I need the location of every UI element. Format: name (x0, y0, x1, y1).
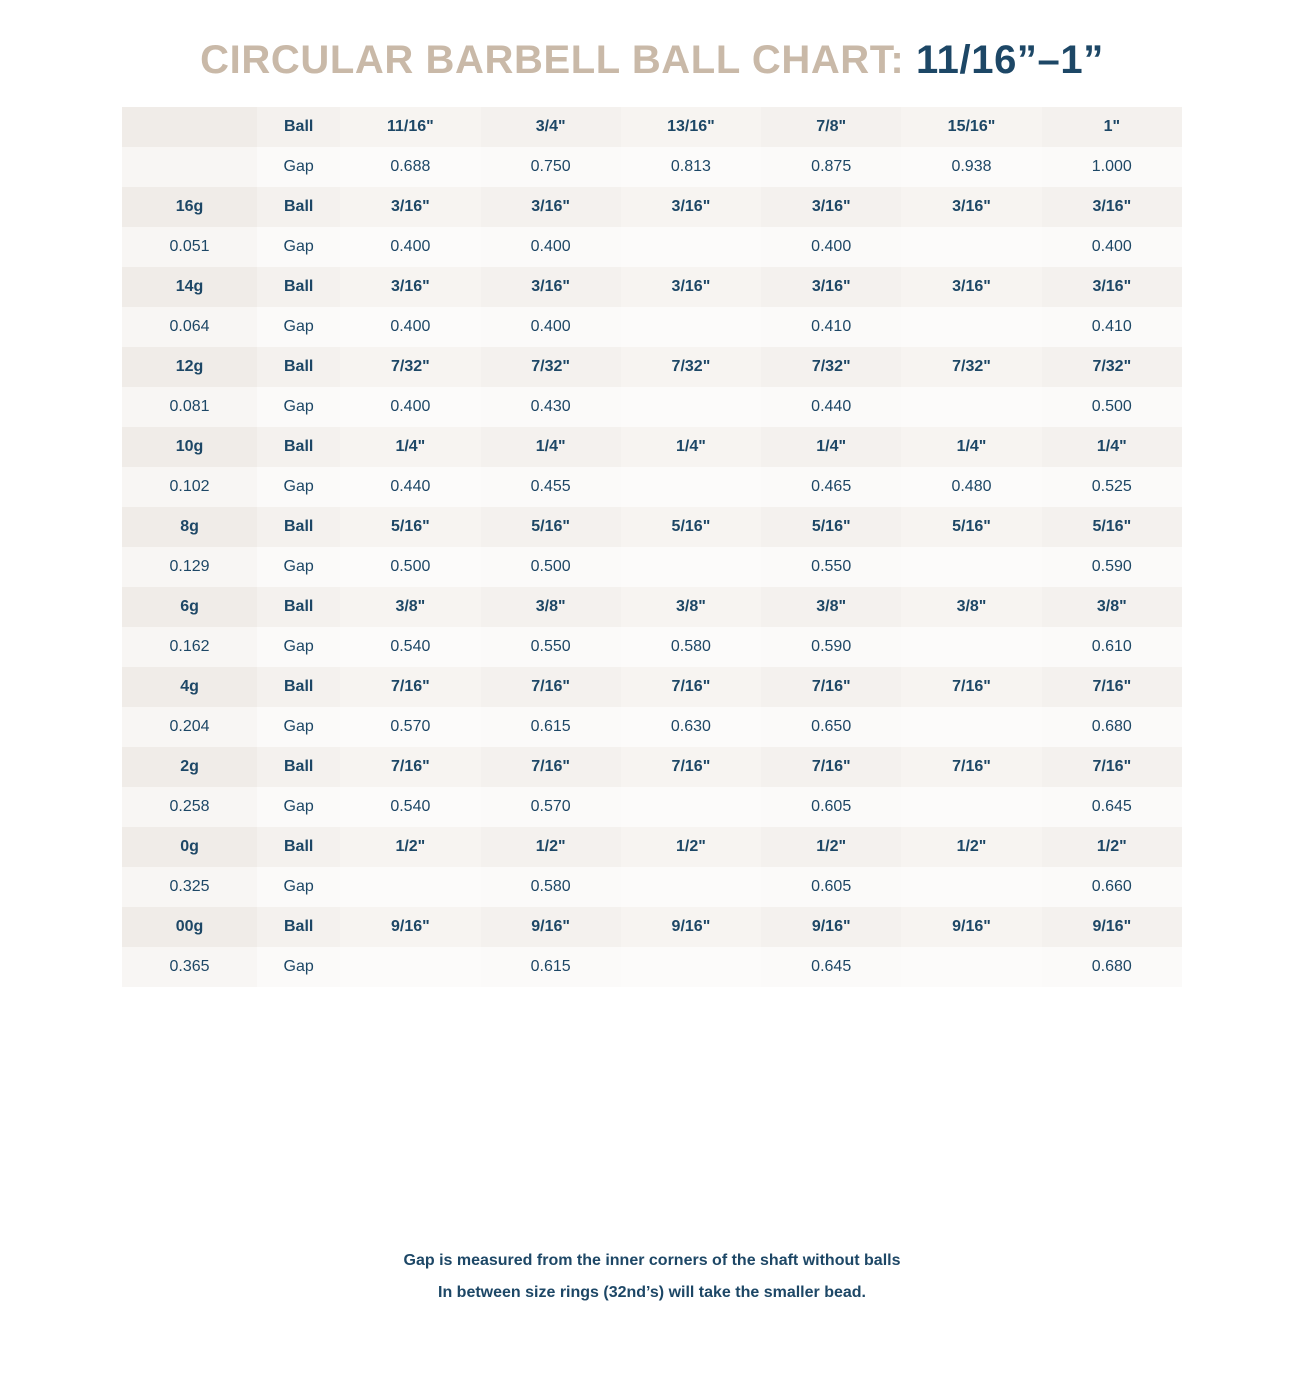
cell-value: 0.400 (761, 227, 901, 267)
cell-value: 1/4" (340, 427, 480, 467)
cell-value: 0.400 (340, 307, 480, 347)
cell-value: 0.580 (481, 867, 621, 907)
cell-value (621, 387, 761, 427)
cell-value: 7/16" (901, 747, 1041, 787)
cell-value: 0.500 (1042, 387, 1182, 427)
cell-value: 9/16" (481, 907, 621, 947)
cell-type: Ball (257, 427, 340, 467)
cell-value (901, 307, 1041, 347)
cell-value (901, 947, 1041, 987)
cell-gauge: 8g (122, 507, 257, 547)
cell-gauge: 0.129 (122, 547, 257, 587)
cell-value: 3/4" (481, 107, 621, 147)
cell-type: Ball (257, 907, 340, 947)
cell-value: 7/16" (340, 747, 480, 787)
cell-value (340, 947, 480, 987)
cell-gauge: 2g (122, 747, 257, 787)
cell-value: 1/2" (621, 827, 761, 867)
table-row (122, 747, 1182, 787)
cell-type: Gap (257, 627, 340, 667)
cell-value: 7/16" (621, 747, 761, 787)
cell-gauge: 0.102 (122, 467, 257, 507)
cell-value: 1/2" (1042, 827, 1182, 867)
cell-value: 3/16" (761, 187, 901, 227)
cell-value: 0.615 (481, 947, 621, 987)
cell-value: 9/16" (1042, 907, 1182, 947)
cell-value: 9/16" (340, 907, 480, 947)
cell-value: 0.615 (481, 707, 621, 747)
cell-value: 1/4" (481, 427, 621, 467)
cell-value: 5/16" (481, 507, 621, 547)
cell-value (901, 547, 1041, 587)
table-row (122, 227, 1182, 267)
cell-value: 0.400 (481, 307, 621, 347)
cell-type: Gap (257, 547, 340, 587)
cell-value: 0.605 (761, 867, 901, 907)
cell-value: 3/16" (481, 267, 621, 307)
cell-value: 7/16" (1042, 747, 1182, 787)
cell-value: 0.400 (340, 387, 480, 427)
cell-value: 11/16" (340, 107, 480, 147)
cell-value: 0.680 (1042, 947, 1182, 987)
cell-value (901, 627, 1041, 667)
cell-value: 7/32" (901, 347, 1041, 387)
table-row (122, 507, 1182, 547)
cell-value: 3/16" (901, 267, 1041, 307)
table-row (122, 347, 1182, 387)
cell-value (621, 867, 761, 907)
table-row (122, 787, 1182, 827)
cell-value: 0.605 (761, 787, 901, 827)
cell-value: 9/16" (761, 907, 901, 947)
cell-gauge: 0.162 (122, 627, 257, 667)
cell-gauge: 6g (122, 587, 257, 627)
cell-type: Ball (257, 827, 340, 867)
cell-value: 1" (1042, 107, 1182, 147)
cell-value (621, 947, 761, 987)
cell-value: 0.570 (340, 707, 480, 747)
cell-value: 7/32" (481, 347, 621, 387)
table-row (122, 467, 1182, 507)
cell-value: 7/16" (481, 667, 621, 707)
cell-value: 7/16" (481, 747, 621, 787)
table-row (122, 307, 1182, 347)
table-row (122, 187, 1182, 227)
cell-value: 1/4" (1042, 427, 1182, 467)
cell-value: 7/16" (761, 747, 901, 787)
cell-value: 7/32" (761, 347, 901, 387)
table-row (122, 827, 1182, 867)
cell-gauge: 00g (122, 907, 257, 947)
cell-value (621, 467, 761, 507)
page-title (0, 0, 1304, 83)
cell-type: Gap (257, 147, 340, 187)
cell-value: 7/16" (1042, 667, 1182, 707)
cell-gauge: 0.258 (122, 787, 257, 827)
cell-value: 7/16" (340, 667, 480, 707)
footnote-2: In between size rings (32nd’s) will take the smaller bead. (438, 1284, 866, 1301)
cell-value: 3/16" (1042, 187, 1182, 227)
cell-value (621, 227, 761, 267)
cell-value: 0.938 (901, 147, 1041, 187)
cell-value (901, 387, 1041, 427)
table-row (122, 267, 1182, 307)
table-row (122, 547, 1182, 587)
cell-value: 5/16" (1042, 507, 1182, 547)
cell-value: 5/16" (621, 507, 761, 547)
footnote-1: Gap is measured from the inner corners of the shaft without balls (403, 1252, 901, 1269)
cell-value: 0.570 (481, 787, 621, 827)
cell-value: 0.645 (761, 947, 901, 987)
cell-value: 3/16" (621, 187, 761, 227)
page-title-range: 11/16”–1” (916, 38, 1104, 82)
cell-value: 0.550 (481, 627, 621, 667)
cell-gauge: 4g (122, 667, 257, 707)
cell-type: Ball (257, 187, 340, 227)
cell-value: 0.660 (1042, 867, 1182, 907)
table-row (122, 427, 1182, 467)
table-row (122, 947, 1182, 987)
cell-value (901, 867, 1041, 907)
cell-value: 3/8" (761, 587, 901, 627)
cell-value: 0.610 (1042, 627, 1182, 667)
cell-value: 3/16" (481, 187, 621, 227)
cell-value: 0.410 (1042, 307, 1182, 347)
cell-value: 3/8" (901, 587, 1041, 627)
cell-value: 1/2" (340, 827, 480, 867)
cell-value: 0.875 (761, 147, 901, 187)
cell-type: Gap (257, 307, 340, 347)
cell-type: Gap (257, 387, 340, 427)
cell-gauge: 12g (122, 347, 257, 387)
cell-value: 13/16" (621, 107, 761, 147)
cell-value: 0.480 (901, 467, 1041, 507)
table-row (122, 387, 1182, 427)
cell-value: 0.590 (761, 627, 901, 667)
page-title-main: CIRCULAR BARBELL BALL CHART: (200, 38, 905, 82)
cell-value: 3/8" (481, 587, 621, 627)
table-row (122, 107, 1182, 147)
cell-value: 1/4" (621, 427, 761, 467)
cell-type: Ball (257, 267, 340, 307)
cell-value: 3/16" (761, 267, 901, 307)
cell-type: Gap (257, 707, 340, 747)
cell-value: 0.440 (761, 387, 901, 427)
cell-value: 0.540 (340, 787, 480, 827)
cell-value: 3/16" (340, 187, 480, 227)
cell-type: Gap (257, 227, 340, 267)
cell-value: 0.400 (1042, 227, 1182, 267)
cell-value: 3/16" (621, 267, 761, 307)
cell-value: 9/16" (901, 907, 1041, 947)
cell-gauge: 10g (122, 427, 257, 467)
cell-type: Ball (257, 587, 340, 627)
cell-value: 3/16" (340, 267, 480, 307)
cell-value: 0.500 (481, 547, 621, 587)
cell-value (340, 867, 480, 907)
cell-type: Ball (257, 667, 340, 707)
cell-gauge: 0.365 (122, 947, 257, 987)
table-row (122, 867, 1182, 907)
cell-type: Gap (257, 467, 340, 507)
cell-value: 0.400 (340, 227, 480, 267)
cell-value (621, 307, 761, 347)
cell-value (901, 227, 1041, 267)
cell-value: 1/2" (901, 827, 1041, 867)
cell-value (621, 787, 761, 827)
cell-value: 7/16" (901, 667, 1041, 707)
cell-value (901, 787, 1041, 827)
cell-gauge: 0.064 (122, 307, 257, 347)
cell-value: 0.465 (761, 467, 901, 507)
cell-gauge: 0.081 (122, 387, 257, 427)
cell-value: 0.540 (340, 627, 480, 667)
cell-value: 9/16" (621, 907, 761, 947)
cell-value: 0.430 (481, 387, 621, 427)
cell-value: 5/16" (901, 507, 1041, 547)
cell-gauge (122, 147, 257, 187)
cell-value: 3/16" (1042, 267, 1182, 307)
cell-type: Ball (257, 347, 340, 387)
cell-value: 0.630 (621, 707, 761, 747)
cell-gauge: 0g (122, 827, 257, 867)
table-row (122, 587, 1182, 627)
table-row (122, 627, 1182, 667)
cell-type: Gap (257, 867, 340, 907)
cell-value: 3/8" (1042, 587, 1182, 627)
footnotes (0, 1245, 1304, 1309)
cell-value: 7/32" (621, 347, 761, 387)
cell-type: Gap (257, 787, 340, 827)
cell-type: Ball (257, 107, 340, 147)
cell-value: 0.680 (1042, 707, 1182, 747)
cell-value: 0.410 (761, 307, 901, 347)
cell-value: 7/8" (761, 107, 901, 147)
cell-value (901, 707, 1041, 747)
cell-value: 5/16" (340, 507, 480, 547)
cell-value: 1/4" (901, 427, 1041, 467)
cell-gauge: 14g (122, 267, 257, 307)
cell-value: 7/16" (621, 667, 761, 707)
cell-value: 0.650 (761, 707, 901, 747)
cell-value: 0.580 (621, 627, 761, 667)
cell-value: 7/16" (761, 667, 901, 707)
cell-value: 5/16" (761, 507, 901, 547)
cell-value: 7/32" (340, 347, 480, 387)
cell-value: 3/8" (621, 587, 761, 627)
cell-value: 0.455 (481, 467, 621, 507)
cell-value: 1/4" (761, 427, 901, 467)
cell-value: 0.400 (481, 227, 621, 267)
cell-value: 0.525 (1042, 467, 1182, 507)
cell-value: 3/8" (340, 587, 480, 627)
cell-gauge: 16g (122, 187, 257, 227)
table-row (122, 147, 1182, 187)
cell-value: 0.688 (340, 147, 480, 187)
cell-value: 1.000 (1042, 147, 1182, 187)
cell-value: 1/2" (761, 827, 901, 867)
cell-value: 0.813 (621, 147, 761, 187)
table-row (122, 707, 1182, 747)
cell-value: 0.550 (761, 547, 901, 587)
cell-value: 0.645 (1042, 787, 1182, 827)
cell-value: 15/16" (901, 107, 1041, 147)
cell-gauge: 0.051 (122, 227, 257, 267)
cell-value: 0.440 (340, 467, 480, 507)
cell-value: 1/2" (481, 827, 621, 867)
cell-value: 0.500 (340, 547, 480, 587)
table-row (122, 907, 1182, 947)
cell-value (621, 547, 761, 587)
cell-type: Gap (257, 947, 340, 987)
table-row (122, 667, 1182, 707)
cell-type: Ball (257, 507, 340, 547)
cell-gauge (122, 107, 257, 147)
cell-gauge: 0.325 (122, 867, 257, 907)
cell-value: 7/32" (1042, 347, 1182, 387)
cell-value: 0.750 (481, 147, 621, 187)
cell-value: 0.590 (1042, 547, 1182, 587)
ball-chart-table (122, 107, 1182, 987)
cell-type: Ball (257, 747, 340, 787)
cell-gauge: 0.204 (122, 707, 257, 747)
cell-value: 3/16" (901, 187, 1041, 227)
